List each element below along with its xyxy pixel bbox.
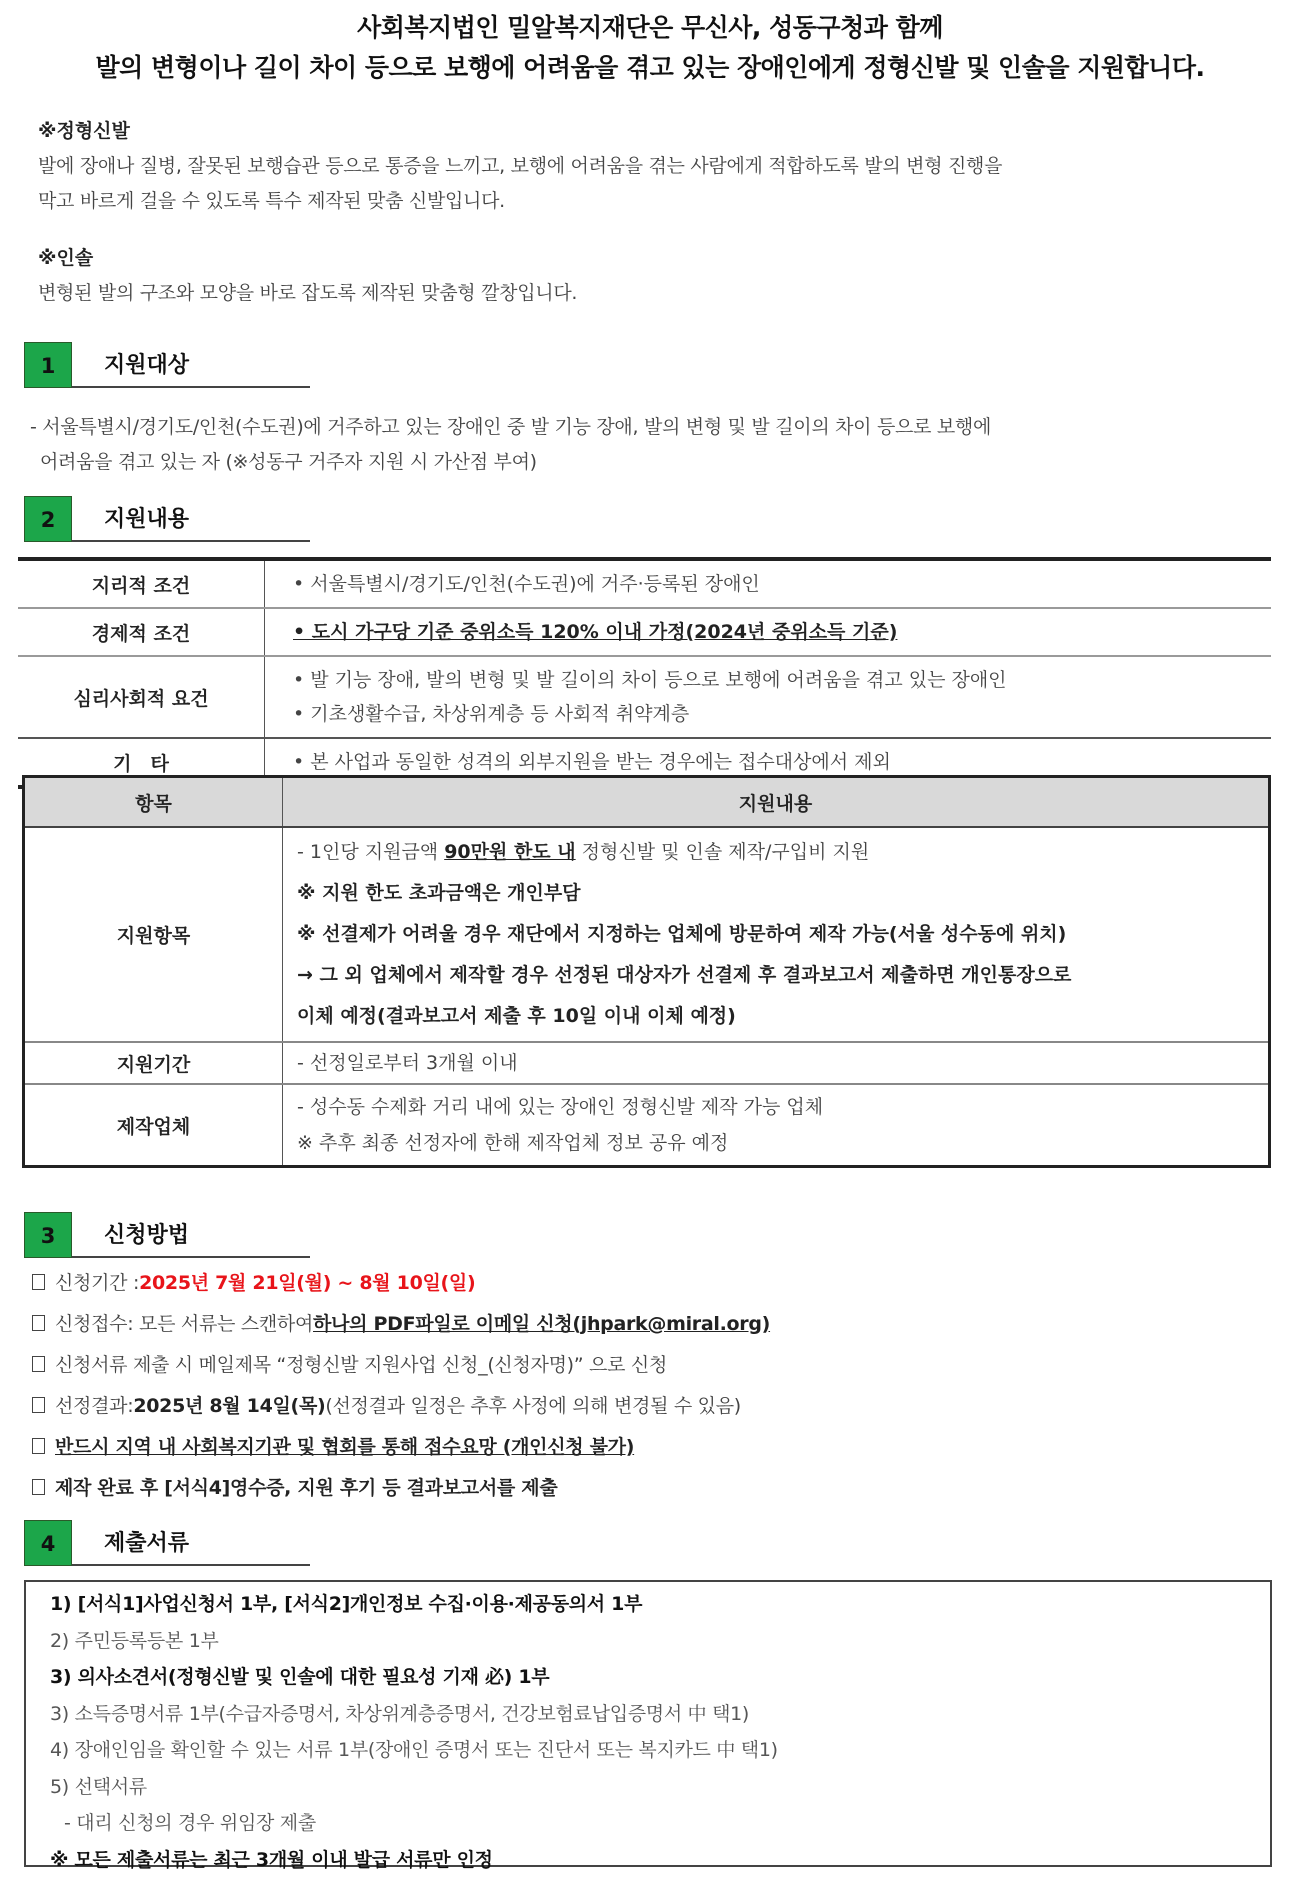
checkbox-icon [32, 1438, 45, 1454]
table-header-row [25, 778, 1268, 828]
content-line: 이체 예정(결과보고서 제출 후 10일 이내 이체 예정) [297, 1005, 736, 1027]
row-label: 기 타 [18, 739, 265, 785]
result-date: 2025년 8월 14일(목) [133, 1395, 326, 1417]
checkbox-icon [32, 1315, 45, 1331]
row-item: • 본 사업과 동일한 성격의 외부지원을 받는 경우에는 접수대상에서 제외 [293, 751, 891, 773]
document-item: - 대리 신청의 경우 위임장 제출 [64, 1812, 316, 1834]
section-number-badge: 4 [24, 1520, 72, 1566]
document-item: 1) [서식1]사업신청서 1부, [서식2]개인정보 수집·이용·제공동의서 1부 [50, 1593, 643, 1615]
row-label: 지원기간 [25, 1043, 283, 1083]
row-label: 지리적 조건 [18, 561, 265, 607]
checkbox-icon [32, 1397, 45, 1413]
note-text: 변형된 발의 구조와 모양을 바로 잡도록 제작된 맞춤형 깔창입니다. [38, 282, 578, 304]
checkbox-icon [32, 1479, 45, 1495]
page-title-line1: 사회복지법인 밀알복지재단은 무신사, 성동구청과 함께 [357, 13, 943, 42]
note-text: 발에 장애나 질병, 잘못된 보행습관 등으로 통증을 느끼고, 보행에 어려움을 겪는 사람에게 적합하도록 발의 변형 진행을 [38, 155, 1003, 177]
row-item-emphasis: • 도시 가구당 기준 중위소득 120% 이내 가정(2024년 중위소득 기준) [293, 621, 898, 643]
apply-receipt: 신청접수: 모든 서류는 스캔하여 하나의 PDF파일로 이메일 신청(jhpark@miral.org) [32, 1309, 770, 1336]
checkbox-icon [32, 1356, 45, 1372]
row-label: 경제적 조건 [18, 609, 265, 655]
content-line: → 그 외 업체에서 제작할 경우 선정된 대상자가 선결제 후 결과보고서 제출하면 개인통장으로 [297, 964, 1072, 986]
content-line: - 1인당 지원금액 90만원 한도 내 정형신발 및 인솔 제작/구입비 지원 [297, 841, 870, 863]
apply-period: 신청기간 : 2025년 7월 21일(월) ~ 8월 10일(일) [32, 1268, 475, 1295]
apply-report: 제작 완료 후 [서식4]영수증, 지원 후기 등 결과보고서를 제출 [32, 1473, 557, 1500]
table-row [25, 1085, 1268, 1165]
document-item: ※ 모든 제출서류는 최근 3개월 이내 발급 서류만 인정 [50, 1848, 493, 1871]
section-number-badge: 1 [24, 342, 72, 388]
content-line: - 선정일로부터 3개월 이내 [297, 1052, 518, 1074]
section-title: 지원대상 [104, 353, 190, 378]
table-row [25, 1043, 1268, 1085]
row-label: 제작업체 [25, 1085, 283, 1165]
section-header-apply [24, 1212, 310, 1258]
apply-subject: 신청서류 제출 시 메일제목 “정형신발 지원사업 신청_(신청자명)” 으로 신청 [32, 1350, 667, 1377]
table-row [25, 828, 1268, 1043]
apply-result: 선정결과: 2025년 8월 14일(목) (선정결과 일정은 추후 사정에 의해 변경될 수 있음) [32, 1391, 741, 1418]
content-line: ※ 지원 한도 초과금액은 개인부담 [297, 882, 581, 904]
content-line: ※ 추후 최종 선정자에 한해 제작업체 정보 공유 예정 [297, 1132, 729, 1154]
checkbox-icon [32, 1274, 45, 1290]
content-line: ※ 선결제가 어려울 경우 재단에서 지정하는 업체에 방문하여 제작 가능(서울 성수동에 위치) [297, 923, 1067, 945]
email-instruction: 하나의 PDF파일로 이메일 신청(jhpark@miral.org) [313, 1313, 771, 1335]
column-header: 지원내용 [738, 792, 813, 815]
table-row [18, 657, 1271, 739]
target-text: - 서울특별시/경기도/인천(수도권)에 거주하고 있는 장애인 중 발 기능 장애, 발의 변형 및 발 길이의 차이 등으로 보행에 [30, 416, 992, 438]
document-item: 4) 장애인임을 확인할 수 있는 서류 1부(장애인 증명서 또는 진단서 또는 복지카드 中 택1) [50, 1739, 778, 1761]
target-text: 어려움을 겪고 있는 자 (※성동구 거주자 지원 시 가산점 부여) [40, 451, 537, 473]
note-heading-insole: ※인솔 [38, 247, 94, 269]
table-row [18, 609, 1271, 657]
row-item: • 서울특별시/경기도/인천(수도권)에 거주·등록된 장애인 [293, 573, 760, 595]
section-header-documents [24, 1520, 310, 1566]
eligibility-table [18, 557, 1271, 789]
row-item: • 기초생활수급, 차상위계층 등 사회적 취약계층 [293, 703, 690, 725]
row-item: • 발 기능 장애, 발의 변형 및 발 길이의 차이 등으로 보행에 어려움을 겪고 있는 장애인 [293, 669, 1007, 691]
document-item: 5) 선택서류 [50, 1775, 147, 1798]
period-value: 2025년 7월 21일(월) ~ 8월 10일(일) [139, 1272, 476, 1294]
note-heading-shoes: ※정형신발 [38, 120, 130, 142]
section-number-badge: 2 [24, 496, 72, 542]
section-title: 지원내용 [104, 507, 190, 532]
section-header-target [24, 342, 310, 388]
document-item: 3) 의사소견서(정형신발 및 인솔에 대한 필요성 기재 必) 1부 [50, 1666, 550, 1688]
section-number-badge: 3 [24, 1212, 72, 1258]
documents-box [24, 1580, 1272, 1871]
document-item: 3) 소득증명서류 1부(수급자증명서, 차상위계층증명서, 건강보험료납입증명서 中 택1) [50, 1702, 750, 1725]
section-header-content [24, 496, 310, 542]
section-title: 신청방법 [104, 1223, 190, 1248]
apply-must: 반드시 지역 내 사회복지기관 및 협회를 통해 접수요망 (개인신청 불가) [32, 1432, 634, 1459]
note-text: 막고 바르게 걸을 수 있도록 특수 제작된 맞춤 신발입니다. [38, 190, 505, 212]
page-title-line2: 발의 변형이나 길이 차이 등으로 보행에 어려움을 겪고 있는 장애인에게 정형신발 및 인솔을 지원합니다. [95, 53, 1205, 82]
amount-limit: 90만원 한도 내 [444, 841, 576, 863]
section-title: 제출서류 [104, 1531, 190, 1556]
document-item: 2) 주민등록등본 1부 [50, 1629, 219, 1652]
support-table [22, 775, 1271, 1168]
column-header: 항목 [25, 778, 283, 826]
row-label: 지원항목 [25, 828, 283, 1041]
row-label: 심리사회적 요건 [18, 657, 265, 737]
table-row [18, 561, 1271, 609]
content-line: - 성수동 수제화 거리 내에 있는 장애인 정형신발 제작 가능 업체 [297, 1096, 824, 1118]
